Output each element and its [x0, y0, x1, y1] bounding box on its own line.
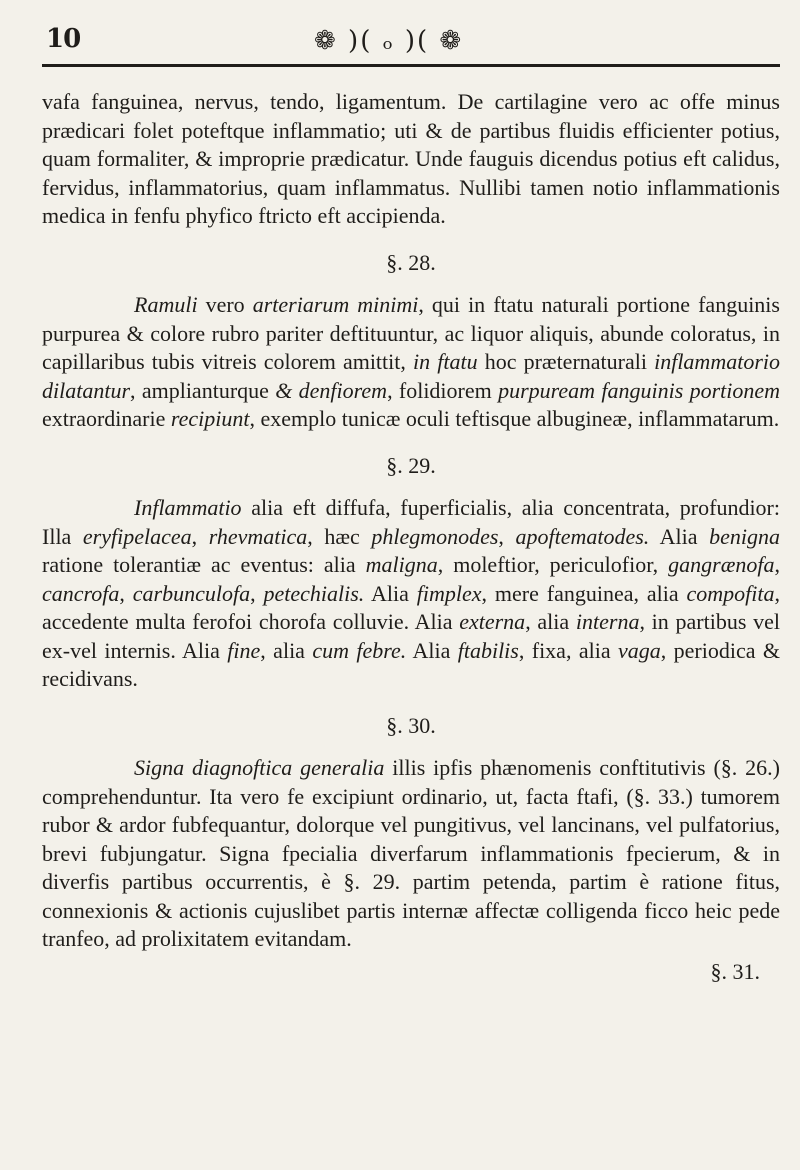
text-run: , folidiorem [387, 377, 499, 403]
italic-run: Inflammatio [134, 495, 242, 520]
text-run: Alia [649, 523, 710, 549]
italic-run: & denfiorem [275, 377, 388, 403]
italic-run: Signa diagnoftica generalia [134, 755, 385, 780]
italic-run: benigna [709, 523, 780, 549]
text-run: , [774, 552, 780, 577]
italic-run: fine [227, 637, 261, 663]
paragraph-section-29 [42, 494, 780, 694]
paragraph-section-30 [42, 754, 780, 954]
text-run: ratione tolerantiæ ac eventus: alia [42, 552, 366, 577]
italic-run: fimplex [416, 580, 482, 606]
italic-run: in ftatu [413, 349, 478, 374]
text-run: , accedente multa ferofoi chorofa colluvie. Alia [42, 580, 781, 634]
italic-run: Ramuli [134, 292, 198, 317]
text-run: alia eft diffufa, fuperficialis, alia concentrata, profundior: Illa [42, 495, 780, 549]
text-run: , moleftior, periculofior, [437, 552, 669, 577]
text-run: , fixa, alia [518, 637, 618, 663]
italic-run: petechialis. [263, 580, 365, 606]
italic-run: gangrænofa [668, 552, 775, 577]
italic-run: cum febre. [312, 637, 407, 663]
italic-run: externa [459, 609, 526, 634]
text-run: Alia [406, 637, 458, 663]
text-run: illis ipfis phænomenis conftitutivis (§. 26.) comprehenduntur. Ita vero fe excipiunt ordinario, ut, facta ftafi, (§. 33.) tumorem rubor & ardor fubfequantur, dolorque vel pungitivus, vel lancinans, vel pulfatorius, brevi fubjungatur. Signa fpecialia diverfarum inflammationis fpecierum, & in diverfis partibus occurrentis, è §. 29. partim petenda, partim è ratione fitus, connexionis & actionis cujuslibet partis internæ affectæ colligenda ficco heic pede tranfeo, ad prolixitatem evitandam. [42, 755, 780, 951]
section-heading-28: §. 28. [386, 249, 436, 275]
text-run: , mere fanguinea, alia [481, 580, 687, 606]
italic-run: phlegmonodes [371, 523, 499, 549]
italic-run: rhevmatica [208, 523, 308, 549]
body-text [42, 88, 780, 986]
italic-run: apoftematodes. [515, 523, 650, 549]
header-ornament: ❁ )( ₒ )( ❁ [314, 26, 464, 56]
text-run: , [250, 580, 264, 606]
paragraph-continuation [42, 88, 780, 231]
section-heading-30: §. 30. [386, 712, 436, 738]
text-run: , [119, 580, 133, 606]
text-run: vafa fanguinea, nervus, tendo, ligamentum. De cartilagine vero ac offe minus prædicari folet poteftque inflammatio; uti & de partibus fluidis efficienter potius, quam formaliter, & improprie prædicatur. Unde fauguis dicendus potius eft calidus, fervidus, inflammatorius, quam inflammatus. Nullibi tamen notio inflammationis medica in fenfu phyfico ftricto eft accipienda. [42, 89, 780, 228]
text-run: , alia [525, 609, 576, 634]
text-run: hoc præternaturali [477, 349, 655, 374]
italic-run: ftabilis [457, 637, 519, 663]
catchword: §. 31. [710, 958, 760, 984]
italic-run: purpuream fanguinis portionem [498, 377, 781, 403]
text-run: extraordinarie [42, 406, 171, 431]
text-run: vero [197, 292, 253, 317]
text-run: , hæc [307, 523, 372, 549]
section-heading-29: §. 29. [386, 452, 436, 478]
italic-run: cancrofa [42, 580, 120, 606]
italic-run: compofita [686, 580, 775, 606]
italic-run: interna [575, 609, 640, 634]
italic-run: inflammatorio dilatantur [42, 349, 780, 403]
text-run: , alia [260, 637, 313, 663]
text-run: , [191, 523, 209, 549]
header-rule [42, 64, 780, 67]
paragraph-section-28 [42, 291, 780, 434]
italic-run: arteriarum minimi [252, 292, 419, 317]
text-run: , periodica & recidivans. [42, 637, 781, 691]
page-number: 10 [46, 24, 81, 54]
italic-run: recipiunt [170, 406, 250, 431]
text-run: , in partibus vel ex-vel internis. Alia [42, 609, 780, 663]
italic-run: carbunculofa [132, 580, 251, 606]
text-run: , exemplo tunicæ oculi teftisque albugineæ, inflammatarum. [249, 406, 780, 431]
text-run: , qui in ftatu naturali portione fanguinis purpurea & colore rubro pariter deftituuntur, ac liquor aliquis, abunde coloratus, in capillaribus tubis vitreis colorem amittit, [42, 292, 780, 374]
italic-run: eryfipelacea [82, 523, 192, 549]
text-run: , [498, 523, 516, 549]
italic-run: vaga [618, 637, 661, 663]
text-run: Alia [364, 580, 417, 606]
italic-run: maligna [365, 552, 438, 577]
text-run: , amplianturque [130, 377, 276, 403]
page-header [42, 4, 780, 88]
